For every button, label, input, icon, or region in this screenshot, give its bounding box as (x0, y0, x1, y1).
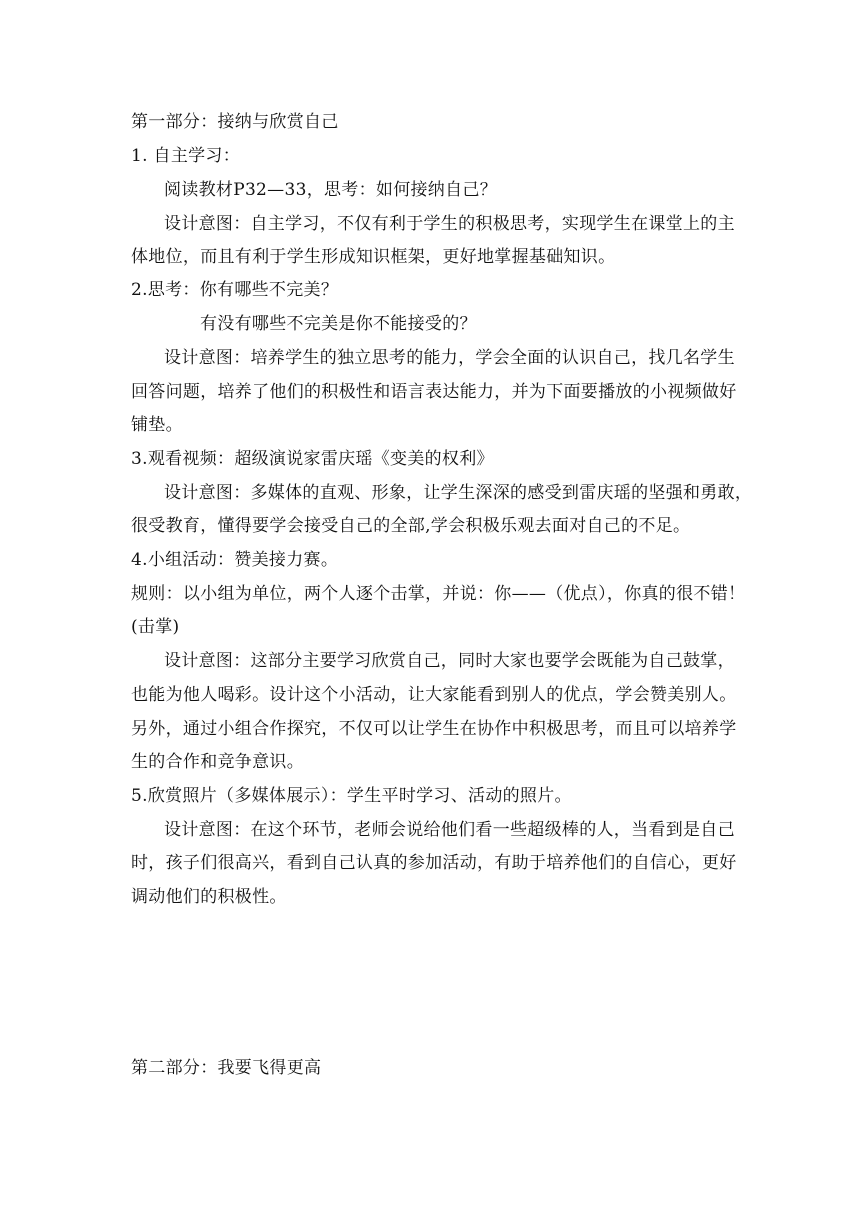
item3-design-line: 设计意图：多媒体的直观、形象，让学生深深的感受到雷庆瑶的坚强和勇敢， (164, 483, 753, 503)
item4-design-line: 另外，通过小组合作探究，不仅可以让学生在协作中积极思考，而且可以培养学 (131, 719, 737, 739)
item4-title: 4.小组活动：赞美接力赛。 (131, 550, 339, 570)
section1-heading: 第一部分：接纳与欣赏自己 (131, 112, 339, 132)
item2-design-line: 回答问题，培养了他们的积极性和语言表达能力，并为下面要播放的小视频做好 (131, 382, 737, 402)
item3-title: 3.观看视频：超级演说家雷庆瑶《变美的权利》 (131, 449, 494, 469)
item1-design-line: 体地位，而且有利于学生形成知识框架，更好地掌握基础知识。 (131, 247, 616, 267)
item4-rule-line: (击掌) (131, 617, 180, 637)
item2-title: 2.思考：你有哪些不完美？ (131, 280, 339, 300)
item4-design-line: 设计意图：这部分主要学习欣赏自己，同时大家也要学会既能为自己鼓掌， (164, 651, 735, 671)
item3-design-line: 很受教育，懂得要学会接受自己的全部,学会积极乐观去面对自己的不足。 (131, 516, 691, 536)
item2-design-line: 铺垫。 (131, 415, 183, 435)
item5-title: 5.欣赏照片（多媒体展示）：学生平时学习、活动的照片。 (131, 786, 572, 806)
item1-design-line: 设计意图：自主学习，不仅有利于学生的积极思考，实现学生在课堂上的主 (164, 214, 735, 234)
section2-heading: 第二部分：我要飞得更高 (131, 1058, 322, 1078)
item4-design-line: 也能为他人喝彩。设计这个小活动，让大家能看到别人的优点，学会赞美别人。 (131, 685, 737, 705)
item5-design-line: 设计意图：在这个环节，老师会说给他们看一些超级棒的人，当看到是自己 (164, 820, 735, 840)
item1-task: 阅读教材P32—33，思考：如何接纳自己？ (164, 180, 498, 200)
item2-subquestion: 有没有哪些不完美是你不能接受的？ (200, 314, 477, 334)
item4-design-line: 生的合作和竞争意识。 (131, 752, 304, 772)
item2-design-line: 设计意图：培养学生的独立思考的能力，学会全面的认识自己，找几名学生 (164, 348, 735, 368)
item5-design-line: 时，孩子们很高兴，看到自己认真的参加活动，有助于培养他们的自信心，更好 (131, 853, 737, 873)
item4-rule-line: 规则：以小组为单位，两个人逐个击掌，并说：你——（优点），你真的很不错！ (131, 584, 746, 604)
item5-design-line: 调动他们的积极性。 (131, 887, 287, 907)
item1-title: 1. 自主学习： (131, 146, 241, 166)
